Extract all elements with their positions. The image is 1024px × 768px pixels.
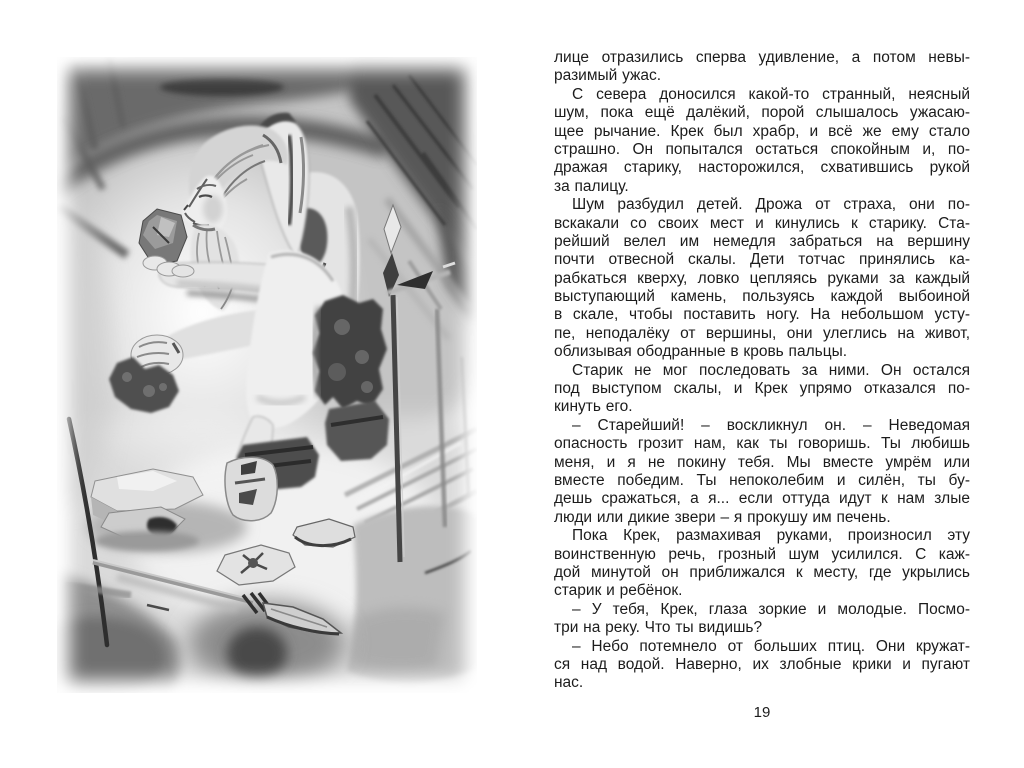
text-line: разимый ужас. <box>554 67 662 85</box>
text-line: в скале, чтобы поставить ногу. На небольшом усту- <box>554 306 970 324</box>
paragraph <box>554 196 970 362</box>
text-line: под выступом скалы, и Крек упрямо отказался по- <box>554 380 970 398</box>
fur-pelt <box>313 295 387 409</box>
text-line: щее рычание. Крек был храбр, и всё же ему стало <box>554 122 970 140</box>
text-line: – Небо потемнело от больших птиц. Они кружат- <box>572 637 970 655</box>
text-line: облизывая ободранные в кровь пальцы. <box>554 343 848 361</box>
text-line: ся над водой. Наверно, их злобные крики и пугают <box>554 655 970 673</box>
text-line: вскакали со своих мест и кинулись к старику. Ста- <box>554 214 970 232</box>
paragraph <box>554 601 970 638</box>
text-line: рабкаться кверху, ловко цепляясь руками за каждый <box>554 269 970 287</box>
page-number: 19 <box>753 704 771 721</box>
text-line: вместе победим. Ты непоколебим и силён, ты бу- <box>554 471 970 489</box>
text-line: старик и ребёнок. <box>554 582 683 600</box>
text-line: Шум разбудил детей. Дрожа от страха, они по- <box>572 196 970 214</box>
text-line: С севера доносился какой-то странный, неясный <box>572 85 970 103</box>
paragraph <box>554 417 970 527</box>
text-line: лице отразились сперва удивление, а потом невы- <box>554 49 970 66</box>
text-line: рейший велел им немедля забраться на вершину <box>554 232 970 250</box>
paragraph <box>554 49 970 86</box>
paragraph <box>554 86 970 196</box>
text-line: дой минутой он приближался к месту, где укрылись <box>554 563 970 581</box>
text-line: дражая старику, насторожился, схватившись рукой <box>554 159 970 177</box>
cave-illustration-image <box>57 57 477 693</box>
page-text-column <box>554 49 970 693</box>
text-line: воинственную речь, грозный шум усилился. С каж- <box>554 545 970 563</box>
paragraph <box>554 362 970 417</box>
text-line: меня, и я не покину тебя. Мы вместе умрём или <box>554 453 970 471</box>
text-line: – У тебя, Крек, глаза зоркие и молодые. Посмо- <box>572 600 970 618</box>
paragraph <box>554 638 970 693</box>
text-line: выступающий камень, пользуясь каждой выбоиной <box>554 288 970 306</box>
text-line: опасность грозит нам, как ты говоришь. Ты любишь <box>554 435 970 453</box>
text-line: дешь сражаться, а я... если оттуда идут к нам злые <box>554 490 970 508</box>
text-line: Старик не мог последовать за ними. Он остался <box>572 361 970 379</box>
text-line: кинуть его. <box>554 398 633 416</box>
text-line: – Старейший! – воскликнул он. – Неведомая <box>572 416 970 434</box>
text-line: за палицу. <box>554 177 629 195</box>
text-line: пе, неподалёку от вершины, они улеглись на живот, <box>554 324 970 342</box>
text-line: три на реку. Что ты видишь? <box>554 619 763 637</box>
text-line: шум, пока ещё далёкий, порой слышалось ужасаю- <box>554 104 970 122</box>
text-line: почти отвесной скалы. Дети тотчас принялись ка- <box>554 251 970 269</box>
text-line: Пока Крек, размахивая руками, произносил эту <box>572 527 970 545</box>
text-line: люди или дикие звери – я прокушу им печень. <box>554 508 891 526</box>
paragraph <box>554 527 970 601</box>
text-line: нас. <box>554 674 584 692</box>
text-line: страшно. Он попытался остаться спокойным и, по- <box>554 140 970 158</box>
illustration <box>57 57 477 693</box>
